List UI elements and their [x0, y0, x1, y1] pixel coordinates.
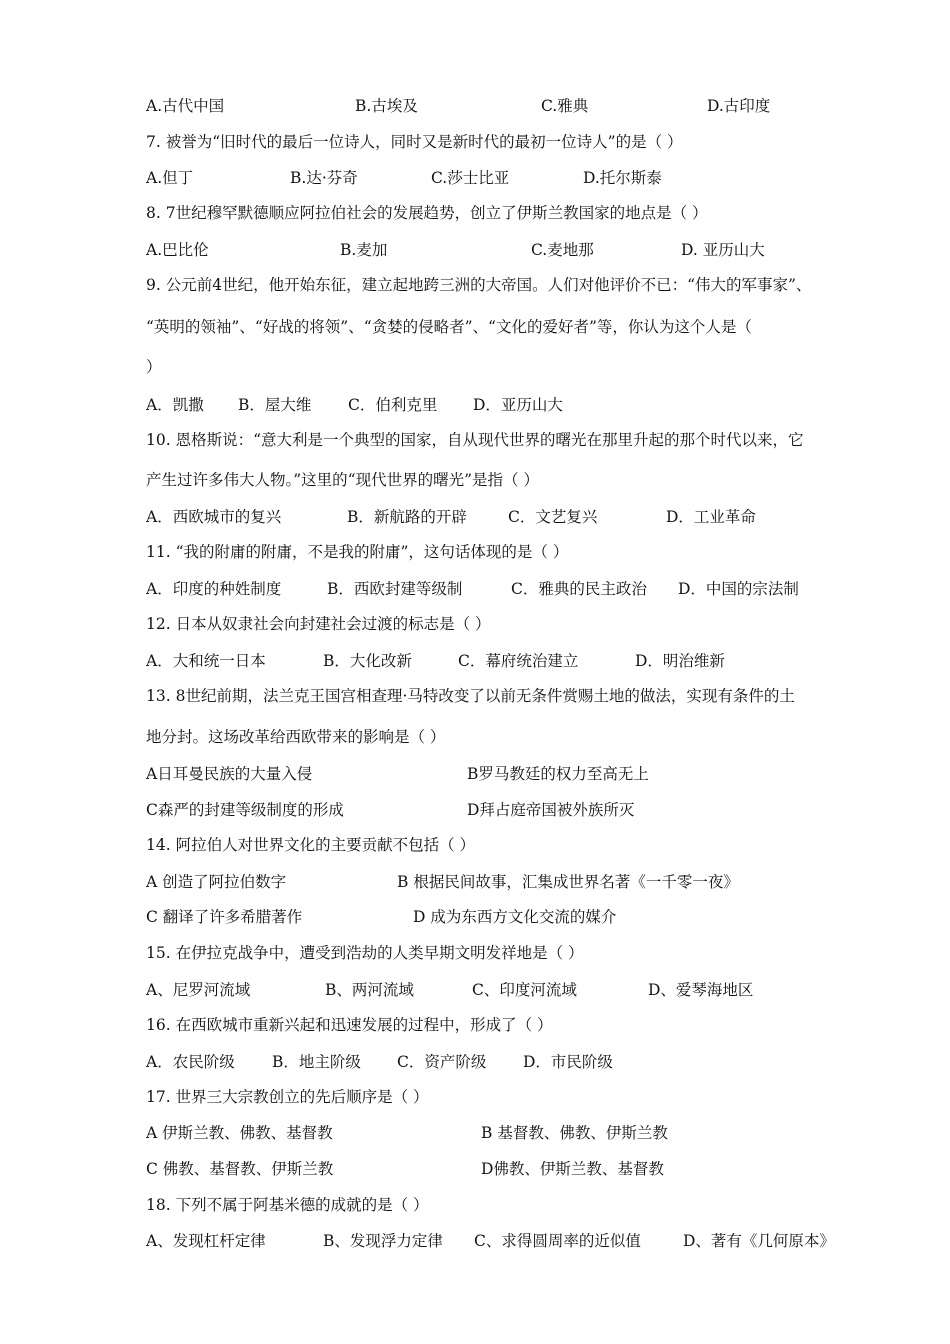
option-d: D. 亚历山大: [681, 241, 765, 259]
option-d: D．工业革命: [666, 508, 756, 526]
option-a: A 创造了阿拉伯数字: [146, 873, 287, 891]
option-c: C 佛教、基督教、伊斯兰教: [146, 1160, 334, 1178]
option-d: D拜占庭帝国被外族所灭: [467, 801, 635, 819]
option-d: D佛教、伊斯兰教、基督教: [481, 1160, 664, 1178]
option-b: B．屋大维: [238, 396, 312, 414]
option-c: C森严的封建等级制度的形成: [146, 801, 344, 819]
option-b: B.麦加: [340, 241, 388, 259]
option-c: C 翻译了许多希腊著作: [146, 908, 303, 926]
question-12: 12. 日本从奴隶社会向封建社会过渡的标志是（ ）: [146, 615, 491, 633]
option-c: C．雅典的民主政治: [511, 580, 647, 598]
question-9-line-1: 9. 公元前4世纪，他开始东征，建立起地跨三洲的大帝国。人们对他评价不已：“伟大的军事家”、: [146, 276, 812, 294]
question-10-line-1: 10. 恩格斯说：“意大利是一个典型的国家，自从现代世界的曙光在那里升起的那个时代以来，它: [146, 431, 804, 449]
question-14: 14. 阿拉伯人对世界文化的主要贡献不包括（ ）: [146, 836, 476, 854]
option-a: A．印度的种姓制度: [146, 580, 282, 598]
option-b: B．地主阶级: [272, 1053, 361, 1071]
option-d: D、爱琴海地区: [648, 981, 754, 999]
question-13-line-1: 13. 8世纪前期，法兰克王国宫相查理·马特改变了以前无条件赏赐土地的做法，实现有条件的土: [146, 687, 795, 705]
option-b: B．新航路的开辟: [347, 508, 467, 526]
option-d: D.古印度: [707, 97, 771, 115]
option-a: A.巴比伦: [146, 241, 209, 259]
question-18: 18. 下列不属于阿基米德的成就的是（ ）: [146, 1196, 429, 1214]
option-b: B、两河流域: [325, 981, 414, 999]
option-b: B.古埃及: [355, 97, 418, 115]
question-9-line-3: ）: [146, 358, 162, 376]
option-a: A.但丁: [146, 169, 194, 187]
option-d: D、著有《几何原本》: [683, 1232, 835, 1250]
option-c: C．资产阶级: [397, 1053, 487, 1071]
option-d: D.托尔斯泰: [583, 169, 662, 187]
option-d: D．中国的宗法制: [678, 580, 799, 598]
question-10-line-2: 产生过许多伟大人物。”这里的“现代世界的曙光”是指（ ）: [146, 471, 539, 489]
option-c: C．文艺复兴: [508, 508, 598, 526]
option-a: A日耳曼民族的大量入侵: [146, 765, 313, 783]
option-a: A、尼罗河流域: [146, 981, 251, 999]
option-d: D 成为东西方文化交流的媒介: [413, 908, 617, 926]
option-a: A、发现杠杆定律: [146, 1232, 266, 1250]
option-c: C.雅典: [541, 97, 589, 115]
option-b: B．西欧封建等级制: [327, 580, 463, 598]
option-a: A．大和统一日本: [146, 652, 266, 670]
option-c: C.麦地那: [531, 241, 594, 259]
option-a: A．西欧城市的复兴: [146, 508, 282, 526]
option-c: C．幕府统治建立: [458, 652, 579, 670]
question-11: 11. “我的附庸的附庸，不是我的附庸”，这句话体现的是（ ）: [146, 543, 569, 561]
question-17: 17. 世界三大宗教创立的先后顺序是（ ）: [146, 1088, 429, 1106]
question-15: 15. 在伊拉克战争中，遭受到浩劫的人类早期文明发祥地是（ ）: [146, 944, 584, 962]
option-c: C、求得圆周率的近似值: [474, 1232, 641, 1250]
option-d: D．市民阶级: [523, 1053, 613, 1071]
option-b: B 根据民间故事，汇集成世界名著《一千零一夜》: [397, 873, 739, 891]
question-7: 7. 被誉为“旧时代的最后一位诗人，同时又是新时代的最初一位诗人”的是（ ）: [146, 133, 683, 151]
option-d: D．明治维新: [635, 652, 725, 670]
option-a: A 伊斯兰教、佛教、基督教: [146, 1124, 333, 1142]
option-b: B．大化改新: [323, 652, 412, 670]
option-d: D．亚历山大: [473, 396, 563, 414]
question-8: 8. 7世纪穆罕默德顺应阿拉伯社会的发展趋势，创立了伊斯兰教国家的地点是（ ）: [146, 204, 708, 222]
option-b: B.达·芬奇: [290, 169, 358, 187]
option-c: C.莎士比亚: [431, 169, 510, 187]
option-a: A.古代中国: [146, 97, 225, 115]
question-13-line-2: 地分封。这场改革给西欧带来的影响是（ ）: [146, 728, 446, 746]
option-b: B罗马教廷的权力至高无上: [467, 765, 649, 783]
option-b: B 基督教、佛教、伊斯兰教: [481, 1124, 668, 1142]
option-c: C、印度河流域: [472, 981, 577, 999]
option-c: C．伯利克里: [348, 396, 438, 414]
option-a: A．凯撒: [146, 396, 204, 414]
question-16: 16. 在西欧城市重新兴起和迅速发展的过程中，形成了（ ）: [146, 1016, 553, 1034]
option-b: B、发现浮力定律: [323, 1232, 443, 1250]
option-a: A．农民阶级: [146, 1053, 235, 1071]
question-9-line-2: “英明的领袖”、“好战的将领”、“贪婪的侵略者”、“文化的爱好者”等，你认为这个人是（: [146, 318, 752, 336]
